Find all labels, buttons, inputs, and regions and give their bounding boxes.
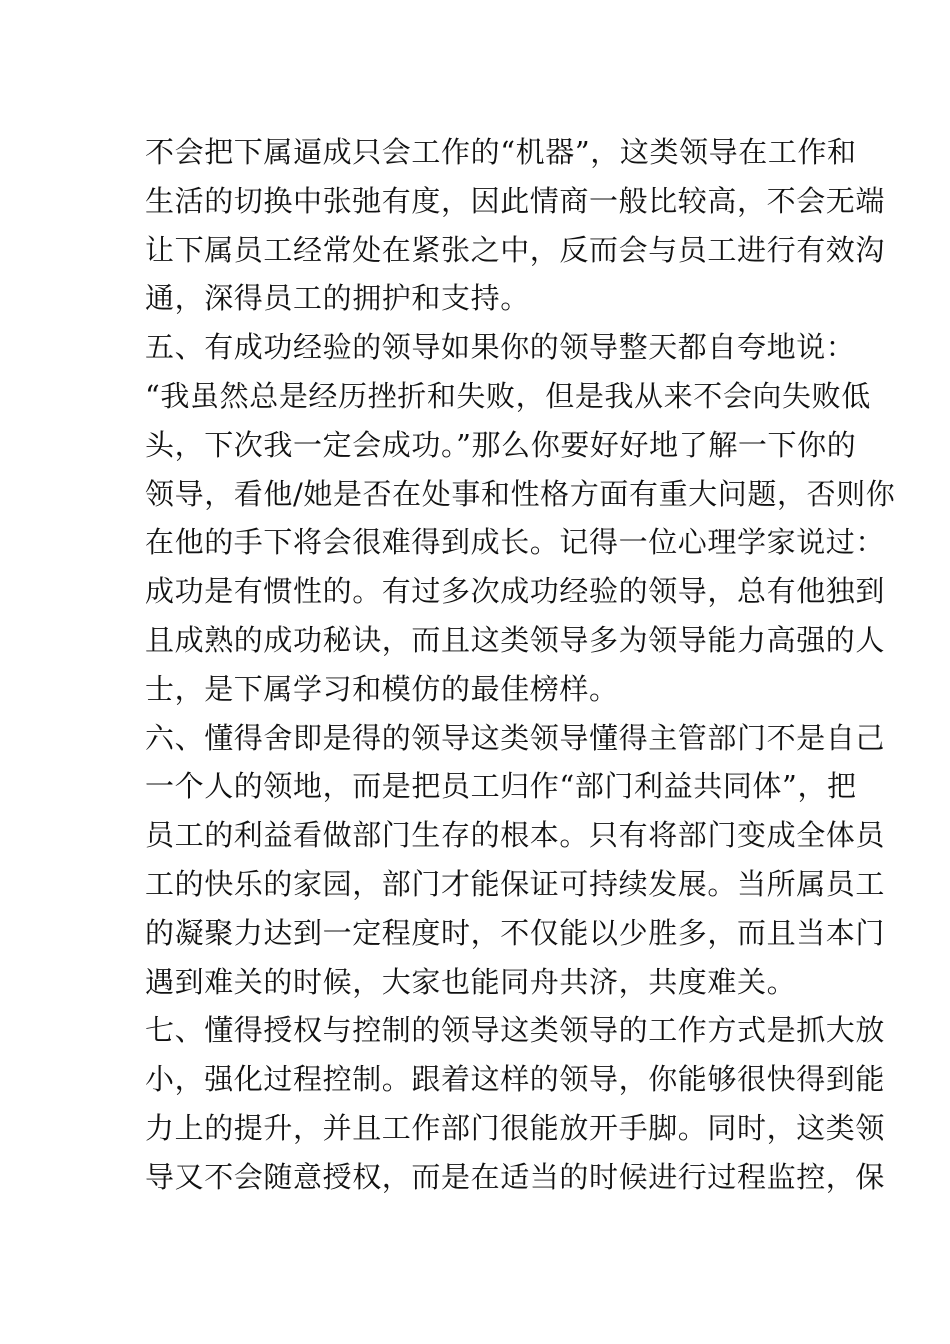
text-line: 遇到难关的时候，大家也能同舟共济，共度难关。	[145, 964, 797, 999]
text-line: 通，深得员工的拥护和支持。	[145, 281, 530, 316]
text-line: 一个人的领地，而是把员工归作“部门利益共同体”，把	[145, 769, 857, 804]
text-line: 生活的切换中张弛有度，因此情商一般比较高，不会无端	[145, 183, 886, 218]
text-line: 且成熟的成功秘诀，而且这类领导多为领导能力高强的人	[145, 622, 886, 657]
text-line: 导又不会随意授权，而是在适当的时候进行过程监控，保	[145, 1159, 886, 1194]
text-line: 小，强化过程控制。跟着这样的领导，你能够很快得到能	[145, 1062, 886, 1097]
text-line: 在他的手下将会很难得到成长。记得一位心理学家说过：	[145, 525, 886, 560]
body-text	[145, 128, 896, 1202]
section-heading-line: 七、懂得授权与控制的领导这类领导的工作方式是抓大放	[145, 1013, 886, 1048]
section-heading-line: 五、有成功经验的领导如果你的领导整天都自夸地说：	[145, 330, 856, 365]
text-line: 头，下次我一定会成功。”那么你要好好地了解一下你的	[145, 427, 857, 462]
text-line: 领导，看他/她是否在处事和性格方面有重大问题，否则你	[145, 476, 896, 511]
text-line: 员工的利益看做部门生存的根本。只有将部门变成全体员	[145, 818, 886, 853]
text-line: 不会把下属逼成只会工作的“机器”，这类领导在工作和	[145, 135, 857, 169]
text-line: 成功是有惯性的。有过多次成功经验的领导，总有他独到	[145, 574, 886, 609]
text-line: 力上的提升，并且工作部门很能放开手脚。同时，这类领	[145, 1110, 886, 1145]
text-line: 让下属员工经常处在紧张之中，反而会与员工进行有效沟	[145, 232, 886, 267]
section-heading-line: 六、懂得舍即是得的领导这类领导懂得主管部门不是自己	[145, 720, 886, 755]
text-line: 的凝聚力达到一定程度时，不仅能以少胜多，而且当本门	[145, 915, 886, 950]
text-line: 工的快乐的家园，部门才能保证可持续发展。当所属员工	[145, 866, 886, 901]
text-line: “我虽然总是经历挫折和失败，但是我从来不会向失败低	[145, 378, 871, 413]
text-line: 士，是下属学习和模仿的最佳榜样。	[145, 671, 619, 706]
